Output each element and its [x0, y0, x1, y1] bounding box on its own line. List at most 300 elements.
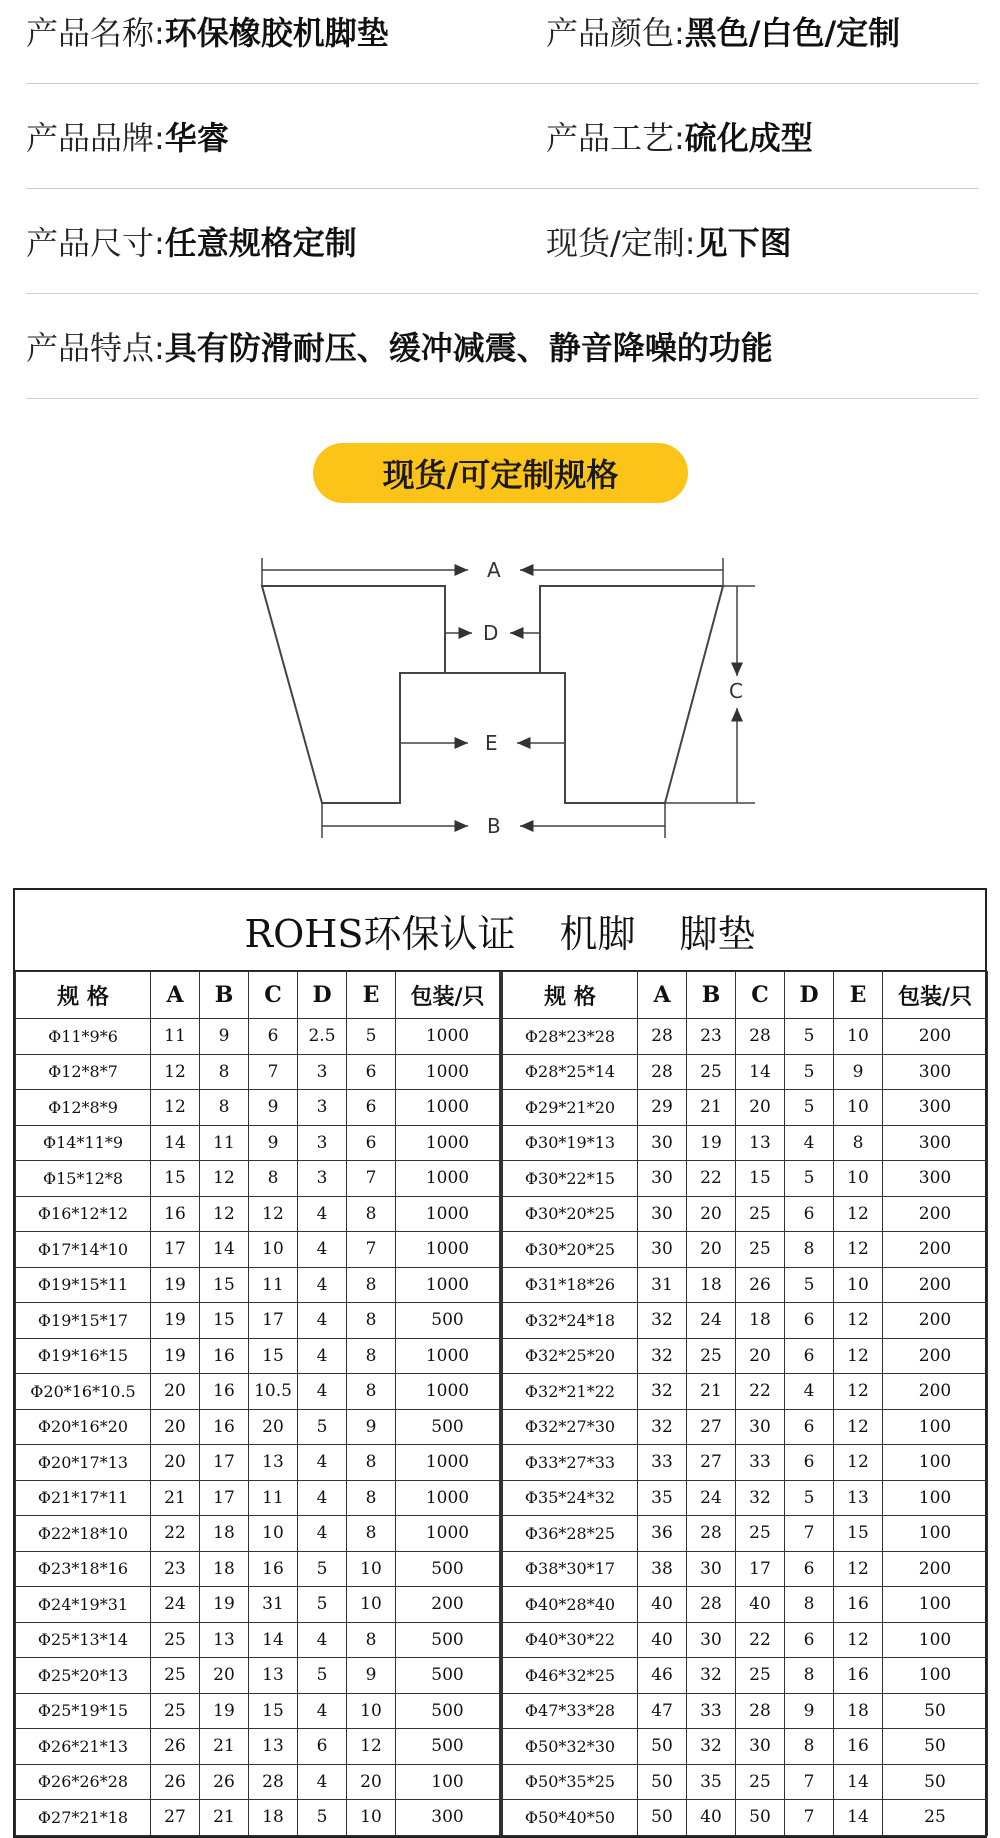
value-cell: 4 [785, 1374, 834, 1410]
table-header-row [16, 972, 500, 1019]
value-cell: 32 [638, 1374, 687, 1410]
table-row [16, 1019, 500, 1055]
spec-cell: Φ14*11*9 [16, 1125, 151, 1161]
value-cell: 100 [396, 1764, 500, 1800]
value-cell: 1000 [396, 1232, 500, 1268]
value-cell: 1000 [396, 1019, 500, 1055]
spec-cell: Φ23*18*16 [16, 1551, 151, 1587]
value-cell: 13 [736, 1125, 785, 1161]
value-cell: 10 [834, 1161, 883, 1197]
value-cell: 7 [785, 1764, 834, 1800]
value-cell: 500 [396, 1729, 500, 1765]
value-cell: 10 [249, 1516, 298, 1552]
value-cell: 25 [736, 1196, 785, 1232]
value-cell: 7 [249, 1054, 298, 1090]
value-cell: 12 [834, 1409, 883, 1445]
value-cell: 16 [834, 1587, 883, 1623]
value-cell: 50 [883, 1764, 988, 1800]
value-cell: 9 [785, 1693, 834, 1729]
value-cell: 6 [785, 1445, 834, 1481]
spec-cell: Φ20*16*20 [16, 1409, 151, 1445]
value-cell: 30 [638, 1125, 687, 1161]
table-row [503, 1551, 988, 1587]
value-cell: 47 [638, 1693, 687, 1729]
value-cell: 12 [834, 1338, 883, 1374]
value-cell: 25 [151, 1658, 200, 1694]
value-cell: 17 [200, 1480, 249, 1516]
value-cell: 11 [249, 1480, 298, 1516]
value-cell: 21 [687, 1090, 736, 1126]
table-header-cell: 包装/只 [396, 972, 500, 1019]
value-cell: 30 [638, 1196, 687, 1232]
info-stock [546, 188, 792, 293]
value-cell: 23 [687, 1019, 736, 1055]
table-row [503, 1409, 988, 1445]
info-label: 产品品牌: [26, 118, 165, 157]
table-row [503, 1480, 988, 1516]
value-cell: 8 [347, 1445, 396, 1481]
value-cell: 27 [687, 1445, 736, 1481]
value-cell: 32 [687, 1658, 736, 1694]
table-row [503, 1232, 988, 1268]
value-cell: 10 [834, 1267, 883, 1303]
value-cell: 22 [687, 1161, 736, 1197]
table-row [503, 1267, 988, 1303]
value-cell: 9 [834, 1054, 883, 1090]
table-row [16, 1622, 500, 1658]
value-cell: 11 [151, 1019, 200, 1055]
value-cell: 28 [687, 1516, 736, 1552]
value-cell: 15 [834, 1516, 883, 1552]
table-row [16, 1196, 500, 1232]
value-cell: 12 [834, 1303, 883, 1339]
value-cell: 1000 [396, 1196, 500, 1232]
value-cell: 25 [687, 1054, 736, 1090]
spec-cell: Φ32*27*30 [503, 1409, 638, 1445]
table-row [503, 1125, 988, 1161]
spec-table-left [15, 971, 500, 1836]
info-label: 产品颜色: [546, 13, 685, 52]
value-cell: 4 [298, 1338, 347, 1374]
spec-cell: Φ32*25*20 [503, 1338, 638, 1374]
value-cell: 500 [396, 1658, 500, 1694]
table-row [16, 1125, 500, 1161]
value-cell: 6 [785, 1409, 834, 1445]
value-cell: 40 [638, 1587, 687, 1623]
value-cell: 200 [883, 1551, 988, 1587]
value-cell: 24 [151, 1587, 200, 1623]
table-row [503, 1445, 988, 1481]
value-cell: 4 [298, 1196, 347, 1232]
table-header-cell: 规 格 [503, 972, 638, 1019]
value-cell: 50 [736, 1800, 785, 1836]
value-cell: 4 [298, 1445, 347, 1481]
spec-cell: Φ11*9*6 [16, 1019, 151, 1055]
spec-cell: Φ33*27*33 [503, 1445, 638, 1481]
dimension-diagram [240, 548, 770, 848]
spec-cell: Φ27*21*18 [16, 1800, 151, 1836]
value-cell: 16 [200, 1409, 249, 1445]
info-row-4 [26, 293, 978, 399]
value-cell: 9 [200, 1019, 249, 1055]
spec-cell: Φ20*17*13 [16, 1445, 151, 1481]
value-cell: 300 [396, 1800, 500, 1836]
value-cell: 300 [883, 1090, 988, 1126]
value-cell: 19 [151, 1338, 200, 1374]
table-row [16, 1303, 500, 1339]
value-cell: 22 [736, 1374, 785, 1410]
value-cell: 28 [736, 1019, 785, 1055]
value-cell: 23 [151, 1551, 200, 1587]
value-cell: 20 [687, 1232, 736, 1268]
value-cell: 50 [883, 1729, 988, 1765]
value-cell: 12 [200, 1161, 249, 1197]
spec-cell: Φ16*12*12 [16, 1196, 151, 1232]
table-row [16, 1764, 500, 1800]
table-row [503, 1729, 988, 1765]
value-cell: 22 [736, 1622, 785, 1658]
value-cell: 300 [883, 1054, 988, 1090]
spec-table [13, 888, 987, 1838]
table-row [503, 1374, 988, 1410]
value-cell: 1000 [396, 1338, 500, 1374]
table-row [16, 1054, 500, 1090]
table-row [503, 1019, 988, 1055]
value-cell: 20 [736, 1090, 785, 1126]
value-cell: 12 [834, 1622, 883, 1658]
value-cell: 30 [638, 1161, 687, 1197]
spec-cell: Φ17*14*10 [16, 1232, 151, 1268]
value-cell: 8 [200, 1090, 249, 1126]
value-cell: 16 [834, 1658, 883, 1694]
value-cell: 9 [249, 1090, 298, 1126]
value-cell: 28 [736, 1693, 785, 1729]
value-cell: 1000 [396, 1125, 500, 1161]
value-cell: 33 [736, 1445, 785, 1481]
value-cell: 300 [883, 1125, 988, 1161]
value-cell: 25 [736, 1658, 785, 1694]
value-cell: 40 [687, 1800, 736, 1836]
value-cell: 6 [249, 1019, 298, 1055]
spec-cell: Φ12*8*9 [16, 1090, 151, 1126]
value-cell: 6 [785, 1338, 834, 1374]
value-cell: 100 [883, 1622, 988, 1658]
value-cell: 20 [736, 1338, 785, 1374]
value-cell: 20 [347, 1764, 396, 1800]
value-cell: 200 [883, 1338, 988, 1374]
spec-cell: Φ38*30*17 [503, 1551, 638, 1587]
foot-pad-outline [262, 586, 723, 803]
value-cell: 100 [883, 1516, 988, 1552]
table-row [16, 1267, 500, 1303]
value-cell: 20 [249, 1409, 298, 1445]
spec-cell: Φ46*32*25 [503, 1658, 638, 1694]
value-cell: 33 [638, 1445, 687, 1481]
table-row [16, 1090, 500, 1126]
value-cell: 8 [785, 1587, 834, 1623]
table-row [503, 1658, 988, 1694]
value-cell: 4 [785, 1125, 834, 1161]
value-cell: 1000 [396, 1054, 500, 1090]
value-cell: 200 [396, 1587, 500, 1623]
value-cell: 200 [883, 1196, 988, 1232]
value-cell: 27 [151, 1800, 200, 1836]
value-cell: 1000 [396, 1161, 500, 1197]
value-cell: 14 [834, 1800, 883, 1836]
spec-cell: Φ25*13*14 [16, 1622, 151, 1658]
value-cell: 10 [347, 1693, 396, 1729]
table-row [503, 1693, 988, 1729]
value-cell: 32 [687, 1729, 736, 1765]
value-cell: 10.5 [249, 1374, 298, 1410]
value-cell: 12 [834, 1232, 883, 1268]
table-header-row [503, 972, 988, 1019]
value-cell: 8 [785, 1658, 834, 1694]
value-cell: 18 [200, 1516, 249, 1552]
value-cell: 12 [834, 1551, 883, 1587]
value-cell: 25 [736, 1232, 785, 1268]
value-cell: 25 [687, 1338, 736, 1374]
table-row [503, 1338, 988, 1374]
table-row [503, 1587, 988, 1623]
value-cell: 5 [298, 1800, 347, 1836]
value-cell: 4 [298, 1764, 347, 1800]
value-cell: 500 [396, 1551, 500, 1587]
value-cell: 5 [785, 1054, 834, 1090]
spec-cell: Φ30*20*25 [503, 1232, 638, 1268]
info-value: 环保橡胶机脚垫 [164, 13, 389, 52]
value-cell: 26 [151, 1764, 200, 1800]
value-cell: 15 [249, 1693, 298, 1729]
info-label: 现货/定制: [546, 223, 696, 262]
info-label: 产品工艺: [546, 118, 685, 157]
value-cell: 20 [687, 1196, 736, 1232]
value-cell: 27 [687, 1409, 736, 1445]
table-row [16, 1161, 500, 1197]
spec-cell: Φ19*15*17 [16, 1303, 151, 1339]
value-cell: 20 [151, 1409, 200, 1445]
table-row [503, 1054, 988, 1090]
value-cell: 200 [883, 1019, 988, 1055]
value-cell: 25 [151, 1622, 200, 1658]
spec-cell: Φ24*19*31 [16, 1587, 151, 1623]
value-cell: 3 [298, 1090, 347, 1126]
table-header-cell: A [638, 972, 687, 1019]
value-cell: 1000 [396, 1516, 500, 1552]
value-cell: 16 [200, 1374, 249, 1410]
value-cell: 35 [687, 1764, 736, 1800]
value-cell: 7 [785, 1516, 834, 1552]
value-cell: 8 [347, 1338, 396, 1374]
spec-cell: Φ40*28*40 [503, 1587, 638, 1623]
spec-cell: Φ30*20*25 [503, 1196, 638, 1232]
info-value: 任意规格定制 [164, 223, 357, 262]
table-row [16, 1338, 500, 1374]
value-cell: 4 [298, 1232, 347, 1268]
value-cell: 12 [347, 1729, 396, 1765]
value-cell: 4 [298, 1303, 347, 1339]
value-cell: 40 [638, 1622, 687, 1658]
value-cell: 28 [249, 1764, 298, 1800]
value-cell: 500 [396, 1303, 500, 1339]
value-cell: 12 [200, 1196, 249, 1232]
value-cell: 5 [298, 1551, 347, 1587]
table-header-cell: 包装/只 [883, 972, 988, 1019]
info-size [26, 188, 357, 293]
value-cell: 50 [638, 1800, 687, 1836]
value-cell: 15 [200, 1267, 249, 1303]
value-cell: 8 [347, 1374, 396, 1410]
spec-cell: Φ32*21*22 [503, 1374, 638, 1410]
value-cell: 12 [151, 1090, 200, 1126]
spec-cell: Φ19*16*15 [16, 1338, 151, 1374]
table-row [16, 1374, 500, 1410]
value-cell: 20 [151, 1445, 200, 1481]
table-row [503, 1161, 988, 1197]
table-header-cell: E [347, 972, 396, 1019]
value-cell: 28 [638, 1054, 687, 1090]
value-cell: 4 [298, 1516, 347, 1552]
value-cell: 30 [687, 1551, 736, 1587]
spec-cell: Φ47*33*28 [503, 1693, 638, 1729]
value-cell: 5 [785, 1161, 834, 1197]
spec-cell: Φ28*25*14 [503, 1054, 638, 1090]
value-cell: 8 [347, 1622, 396, 1658]
table-title-part: 机脚 [559, 911, 636, 956]
spec-cell: Φ26*26*28 [16, 1764, 151, 1800]
value-cell: 1000 [396, 1090, 500, 1126]
value-cell: 20 [200, 1658, 249, 1694]
spec-cell: Φ20*16*10.5 [16, 1374, 151, 1410]
value-cell: 50 [638, 1729, 687, 1765]
spec-cell: Φ25*19*15 [16, 1693, 151, 1729]
value-cell: 32 [638, 1338, 687, 1374]
info-value: 具有防滑耐压、缓冲减震、静音降噪的功能 [164, 328, 773, 367]
value-cell: 15 [200, 1303, 249, 1339]
info-row-2 [26, 83, 978, 189]
table-row [16, 1658, 500, 1694]
value-cell: 18 [249, 1800, 298, 1836]
value-cell: 17 [151, 1232, 200, 1268]
table-title-part: 脚垫 [679, 911, 756, 956]
info-value: 见下图 [695, 223, 792, 262]
value-cell: 7 [785, 1800, 834, 1836]
value-cell: 50 [883, 1693, 988, 1729]
spec-cell: Φ19*15*11 [16, 1267, 151, 1303]
dim-label-e: E [485, 731, 498, 755]
value-cell: 4 [298, 1374, 347, 1410]
value-cell: 38 [638, 1551, 687, 1587]
spec-table-right [502, 971, 988, 1836]
info-row-1 [26, 0, 978, 84]
value-cell: 25 [883, 1800, 988, 1836]
value-cell: 200 [883, 1232, 988, 1268]
table-row [16, 1480, 500, 1516]
value-cell: 14 [736, 1054, 785, 1090]
table-row [16, 1409, 500, 1445]
value-cell: 10 [834, 1090, 883, 1126]
value-cell: 24 [687, 1480, 736, 1516]
value-cell: 100 [883, 1587, 988, 1623]
value-cell: 500 [396, 1693, 500, 1729]
value-cell: 29 [638, 1090, 687, 1126]
value-cell: 19 [687, 1125, 736, 1161]
table-row [16, 1232, 500, 1268]
info-value: 黑色/白色/定制 [684, 13, 901, 52]
value-cell: 22 [151, 1516, 200, 1552]
value-cell: 6 [347, 1125, 396, 1161]
table-header-cell: D [298, 972, 347, 1019]
value-cell: 8 [347, 1267, 396, 1303]
value-cell: 19 [151, 1267, 200, 1303]
value-cell: 200 [883, 1267, 988, 1303]
value-cell: 14 [249, 1622, 298, 1658]
info-label: 产品尺寸: [26, 223, 165, 262]
value-cell: 15 [249, 1338, 298, 1374]
spec-cell: Φ22*18*10 [16, 1516, 151, 1552]
dim-label-b: B [487, 814, 501, 838]
value-cell: 10 [347, 1587, 396, 1623]
info-label: 产品名称: [26, 13, 165, 52]
spec-cell: Φ29*21*20 [503, 1090, 638, 1126]
value-cell: 6 [785, 1196, 834, 1232]
value-cell: 40 [736, 1587, 785, 1623]
value-cell: 6 [785, 1303, 834, 1339]
value-cell: 6 [298, 1729, 347, 1765]
value-cell: 10 [249, 1232, 298, 1268]
value-cell: 32 [638, 1409, 687, 1445]
dim-label-c: C [729, 679, 743, 703]
info-value: 硫化成型 [684, 118, 813, 157]
value-cell: 16 [151, 1196, 200, 1232]
value-cell: 18 [736, 1303, 785, 1339]
spec-cell: Φ12*8*7 [16, 1054, 151, 1090]
value-cell: 10 [347, 1551, 396, 1587]
value-cell: 12 [834, 1445, 883, 1481]
value-cell: 25 [736, 1764, 785, 1800]
value-cell: 14 [834, 1764, 883, 1800]
value-cell: 3 [298, 1125, 347, 1161]
info-features [26, 293, 773, 398]
value-cell: 6 [785, 1551, 834, 1587]
value-cell: 5 [785, 1480, 834, 1516]
spec-badge: 现货/可定制规格 [313, 443, 688, 503]
value-cell: 21 [687, 1374, 736, 1410]
table-row [16, 1445, 500, 1481]
value-cell: 18 [834, 1693, 883, 1729]
info-process [546, 83, 813, 188]
table-row [503, 1516, 988, 1552]
value-cell: 8 [200, 1054, 249, 1090]
info-color [546, 0, 900, 83]
value-cell: 3 [298, 1161, 347, 1197]
spec-cell: Φ50*32*30 [503, 1729, 638, 1765]
value-cell: 36 [638, 1516, 687, 1552]
table-header-cell: D [785, 972, 834, 1019]
value-cell: 17 [200, 1445, 249, 1481]
table-header-cell: B [200, 972, 249, 1019]
value-cell: 300 [883, 1161, 988, 1197]
value-cell: 5 [785, 1090, 834, 1126]
table-row [503, 1303, 988, 1339]
spec-cell: Φ32*24*18 [503, 1303, 638, 1339]
value-cell: 28 [638, 1019, 687, 1055]
dim-label-d: D [483, 621, 499, 645]
value-cell: 7 [347, 1232, 396, 1268]
value-cell: 21 [151, 1480, 200, 1516]
info-value: 华睿 [164, 118, 229, 157]
value-cell: 15 [151, 1161, 200, 1197]
